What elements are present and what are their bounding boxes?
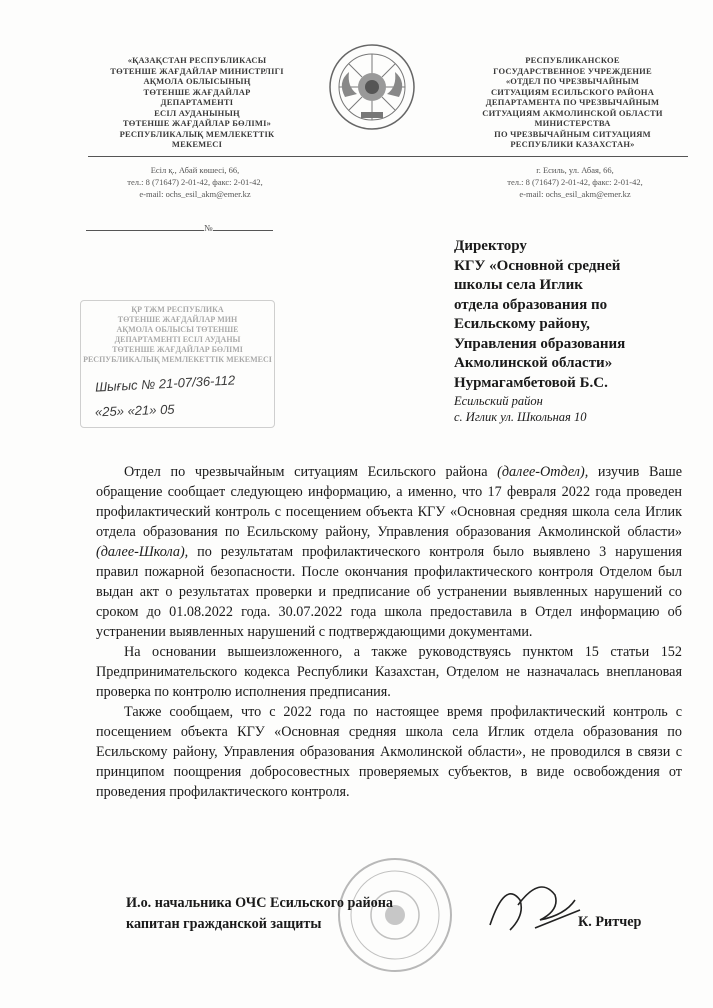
state-emblem-icon — [327, 42, 417, 132]
outgoing-number-line: № — [86, 221, 276, 233]
handwritten-signature — [480, 870, 590, 945]
registration-stamp: ҚР ТЖМ РЕСПУБЛИКА ТӨТЕНШЕ ЖАҒДАЙЛАР МИН АҚМОЛА ОБЛЫСЫ ТӨТЕНШЕ ДЕПАРТАМЕНТІ ЕСІЛ АУДАНЫ ТӨТЕНШЕ ЖАҒДАЙЛАР БӨЛІМІ РЕСПУБЛИКАЛЫҚ МЕМЛЕКЕТТІК МЕКЕМЕСІ — [80, 300, 275, 428]
paragraph-3: Также сообщаем, что с 2022 года по настоящее время профилактический контроль с посещением объекта КГУ «Основная средняя школа села Иглик отдела образования по Есильскому району, Управления образования Акмолинской области», не проводился в связи с принципом поощрения добросовестных проверяемых субъектов, в виде освобождения от проведения профилактического контроля. — [96, 704, 682, 800]
stamp-date: «25» «21» 05 — [94, 401, 175, 420]
header-divider — [88, 156, 688, 157]
addressee-block: Директору КГУ «Основной средней школы села Иглик отдела образования по Есильскому району, Управления образования Акмолинской области» Нурмагамбетовой Б.С. Есильский район с. Иглик ул. Школьная 10 — [454, 238, 626, 424]
letter-body — [96, 462, 682, 802]
signatory-name: К. Ритчер — [578, 914, 642, 930]
header-left-org: «ҚАЗАҚСТАН РЕСПУБЛИКАСЫ ТӨТЕНШЕ ЖАҒДАЙЛАР МИНИСТРЛІГІ АҚМОЛА ОБЛЫСЫНЫҢ ТӨТЕНШЕ ЖАҒДАЙЛАР ДЕПАРТАМЕНТІ ЕСІЛ АУДАНЫНЫҢ ТӨТЕНШЕ ЖАҒДАЙЛАР БӨЛІМІ» РЕСПУБЛИКАЛЫҚ МЕМЛЕКЕТТІК МЕКЕМЕСІ — [110, 55, 284, 149]
address-right: г. Есиль, ул. Абая, 66, тел.: 8 (71647) 2-01-42, факс: 2-01-42, e-mail: ochs_esil_akm@emer.kz — [507, 165, 643, 199]
paragraph-2: На основании вышеизложенного, а также руководствуясь пунктом 15 статьи 152 Предпринимательского кодекса Республики Казахстан, Отделом не назначалась внеплановая проверка по контролю исполнения предписания. — [96, 644, 682, 700]
paragraph-1: Отдел по чрезвычайным ситуациям Есильского района (далее-Отдел), изучив Ваше обращение сообщает следующею информацию, а именно, что 17 февраля 2022 года проведен профилактический контроль с посещением объекта КГУ «Основная средняя школа села Иглик отдела образования по Есильскому району, Управления образования Акмолинской области» (далее-Школа), по результатам профилактического контроля было выявлено 3 нарушения правил пожарной безопасности. После окончания профилактического контроля Отделом был выдан акт о результатах проверки и предписание об устранении выявленных нарушений со сроком до 01.08.2022 года. 30.07.2022 года школа предоставила в Отдел информацию об устранении выявленных нарушений с подтверждающими документами. — [96, 464, 682, 640]
stamp-reg-number: Шығыс № 21-07/36-112 — [94, 372, 236, 395]
address-left: Есіл қ., Абай көшесі, 66, тел.: 8 (71647) 2-01-42, факс: 2-01-42, e-mail: ochs_esil_akm@emer.kz — [127, 165, 263, 199]
header-right-org: РЕСПУБЛИКАНСКОЕ ГОСУДАРСТВЕННОЕ УЧРЕЖДЕНИЕ «ОТДЕЛ ПО ЧРЕЗВЫЧАЙНЫМ СИТУАЦИЯМ ЕСИЛЬСКОГО РАЙОНА ДЕПАРТАМЕНТА ПО ЧРЕЗВЫЧАЙНЫМ СИТУАЦИЯМ АКМОЛИНСКОЙ ОБЛАСТИ МИНИСТЕРСТВА ПО ЧРЕЗВЫЧАЙНЫМ СИТУАЦИЯМ РЕСПУБЛИКИ КАЗАХСТАН» — [482, 55, 663, 149]
signatory-title: И.о. начальника ОЧС Есильского района капитан гражданской защиты — [126, 895, 394, 932]
